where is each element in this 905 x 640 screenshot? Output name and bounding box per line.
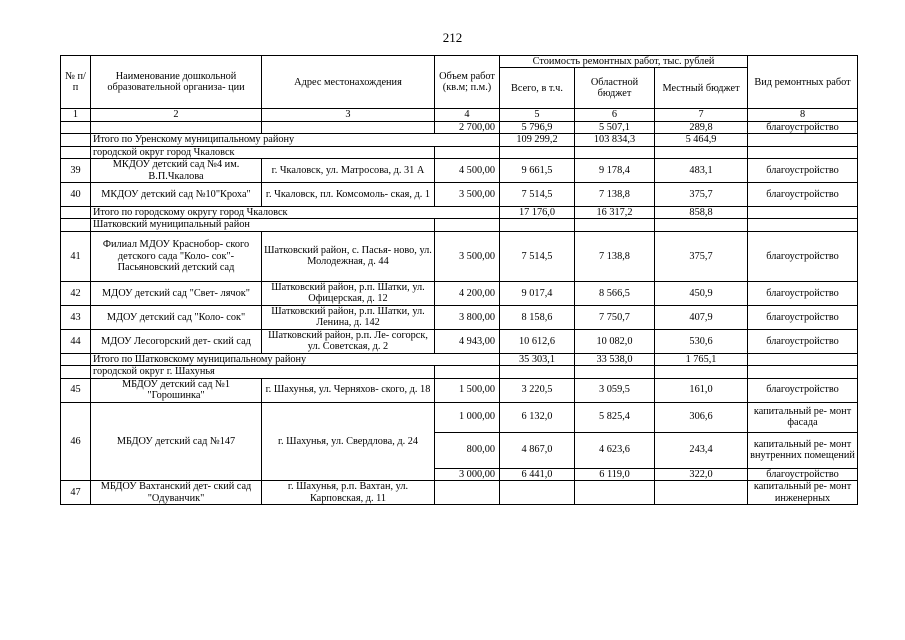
total-cell: 109 299,2 bbox=[500, 134, 575, 146]
volume-cell: 800,00 bbox=[435, 432, 500, 468]
volume-cell: 2 700,00 bbox=[435, 121, 500, 133]
header-no: № п/п bbox=[61, 56, 91, 109]
total-cell: 10 612,6 bbox=[500, 329, 575, 353]
regional-cell: 5 507,1 bbox=[575, 121, 655, 133]
local-cell: 306,6 bbox=[655, 402, 748, 432]
organization-name: МКДОУ детский сад №10"Кроха" bbox=[91, 183, 262, 207]
total-cell: 4 867,0 bbox=[500, 432, 575, 468]
type-cell: благоустройство bbox=[748, 378, 858, 402]
total-cell: 8 158,6 bbox=[500, 305, 575, 329]
total-cell: 9 017,4 bbox=[500, 281, 575, 305]
regional-cell: 8 566,5 bbox=[575, 281, 655, 305]
header-name: Наименование дошкольной образовательной организа- ции bbox=[91, 56, 262, 109]
row-number: 43 bbox=[61, 305, 91, 329]
col-number: 7 bbox=[655, 109, 748, 121]
organization-address: г. Чкаловск, ул. Матросова, д. 31 А bbox=[262, 159, 435, 183]
total-cell: 17 176,0 bbox=[500, 207, 575, 219]
local-cell: 858,8 bbox=[655, 207, 748, 219]
regional-cell: 7 750,7 bbox=[575, 305, 655, 329]
organization-name: МДОУ детский сад "Коло- сок" bbox=[91, 305, 262, 329]
organization-name: МКДОУ детский сад №4 им. В.П.Чкалова bbox=[91, 159, 262, 183]
organization-name: МДОУ детский сад "Свет- лячок" bbox=[91, 281, 262, 305]
section-row bbox=[61, 366, 858, 378]
table-row bbox=[61, 402, 858, 432]
row-number: 42 bbox=[61, 281, 91, 305]
type-cell: благоустройство bbox=[748, 121, 858, 133]
regional-cell: 5 825,4 bbox=[575, 402, 655, 432]
regional-cell: 4 623,6 bbox=[575, 432, 655, 468]
section-row bbox=[61, 146, 858, 158]
section-label: городской округ город Чкаловск bbox=[91, 146, 435, 158]
total-cell: 6 132,0 bbox=[500, 402, 575, 432]
table-row bbox=[61, 183, 858, 207]
volume-cell: 4 943,00 bbox=[435, 329, 500, 353]
subtotal-row bbox=[61, 353, 858, 365]
type-cell: благоустройство bbox=[748, 329, 858, 353]
col-number: 4 bbox=[435, 109, 500, 121]
type-cell: капитальный ре- монт инженерных bbox=[748, 481, 858, 505]
type-cell: капитальный ре- монт фасада bbox=[748, 402, 858, 432]
organization-address: г. Шахунья, р.п. Вахтан, ул. Карповская, д. 11 bbox=[262, 481, 435, 505]
organization-name: МБДОУ Вахтанский дет- ский сад "Одуванчик" bbox=[91, 481, 262, 505]
volume-cell: 1 500,00 bbox=[435, 378, 500, 402]
volume-cell: 3 500,00 bbox=[435, 231, 500, 281]
row-number: 39 bbox=[61, 159, 91, 183]
type-cell: благоустройство bbox=[748, 183, 858, 207]
subtotal-row bbox=[61, 207, 858, 219]
organization-address: г. Шахунья, ул. Свердлова, д. 24 bbox=[262, 402, 435, 480]
total-cell: 5 796,9 bbox=[500, 121, 575, 133]
col-number: 8 bbox=[748, 109, 858, 121]
volume-cell: 3 500,00 bbox=[435, 183, 500, 207]
row-number: 44 bbox=[61, 329, 91, 353]
regional-cell: 6 119,0 bbox=[575, 468, 655, 480]
table-row bbox=[61, 231, 858, 281]
col-number: 3 bbox=[262, 109, 435, 121]
total-cell: 9 661,5 bbox=[500, 159, 575, 183]
table-row bbox=[61, 305, 858, 329]
type-cell: благоустройство bbox=[748, 159, 858, 183]
local-cell: 1 765,1 bbox=[655, 353, 748, 365]
organization-address: Шатковский район, р.п. Шатки, ул. Ленина, д. 142 bbox=[262, 305, 435, 329]
col-number: 5 bbox=[500, 109, 575, 121]
organization-address: Шатковский район, р.п. Шатки, ул. Офицерская, д. 12 bbox=[262, 281, 435, 305]
local-cell: 243,4 bbox=[655, 432, 748, 468]
organization-name: МБДОУ детский сад №147 bbox=[91, 402, 262, 480]
organization-name: Филиал МДОУ Краснобор- ского детского сада "Коло- сок"- Пасьяновский детский сад bbox=[91, 231, 262, 281]
header-row-1 bbox=[61, 56, 858, 68]
table-row bbox=[61, 281, 858, 305]
local-cell: 450,9 bbox=[655, 281, 748, 305]
organization-address: г. Шахунья, ул. Черняхов- ского, д. 18 bbox=[262, 378, 435, 402]
type-cell: благоустройство bbox=[748, 305, 858, 329]
local-cell: 483,1 bbox=[655, 159, 748, 183]
header-volume: Объем работ (кв.м; п.м.) bbox=[435, 56, 500, 109]
local-cell: 289,8 bbox=[655, 121, 748, 133]
organization-name: МДОУ Лесогорский дет- ский сад bbox=[91, 329, 262, 353]
regional-cell: 103 834,3 bbox=[575, 134, 655, 146]
header-address: Адрес местонахождения bbox=[262, 56, 435, 109]
regional-cell: 7 138,8 bbox=[575, 183, 655, 207]
subtotal-row bbox=[61, 134, 858, 146]
organization-address: Шатковский район, р.п. Ле- согорск, ул. Советская, д. 2 bbox=[262, 329, 435, 353]
total-cell: 3 220,5 bbox=[500, 378, 575, 402]
regional-cell: 9 178,4 bbox=[575, 159, 655, 183]
total-cell: 6 441,0 bbox=[500, 468, 575, 480]
regional-cell: 16 317,2 bbox=[575, 207, 655, 219]
local-cell: 530,6 bbox=[655, 329, 748, 353]
row-number: 46 bbox=[61, 402, 91, 480]
repair-works-table bbox=[60, 55, 858, 505]
regional-cell: 33 538,0 bbox=[575, 353, 655, 365]
organization-address: Шатковский район, с. Пасья- ново, ул. Молодежная, д. 44 bbox=[262, 231, 435, 281]
header-cost-group: Стоимость ремонтных работ, тыс. рублей bbox=[500, 56, 748, 68]
local-cell: 161,0 bbox=[655, 378, 748, 402]
type-cell: капитальный ре- монт внутренних помещений bbox=[748, 432, 858, 468]
row-number: 45 bbox=[61, 378, 91, 402]
subtotal-label: Итого по Шатковскому муниципальному району bbox=[91, 353, 500, 365]
subtotal-label: Итого по Уренскому муниципальному району bbox=[91, 134, 500, 146]
column-numbers-row bbox=[61, 109, 858, 121]
page-number: 212 bbox=[442, 30, 463, 45]
table-row bbox=[61, 329, 858, 353]
header-type: Вид ремонтных работ bbox=[748, 56, 858, 109]
local-cell: 322,0 bbox=[655, 468, 748, 480]
table-row bbox=[61, 481, 858, 505]
header-total: Всего, в т.ч. bbox=[500, 68, 575, 109]
regional-cell: 3 059,5 bbox=[575, 378, 655, 402]
total-cell: 35 303,1 bbox=[500, 353, 575, 365]
local-cell: 375,7 bbox=[655, 231, 748, 281]
col-number: 1 bbox=[61, 109, 91, 121]
table-row bbox=[61, 121, 858, 133]
local-cell: 5 464,9 bbox=[655, 134, 748, 146]
volume-cell: 3 800,00 bbox=[435, 305, 500, 329]
volume-cell: 4 200,00 bbox=[435, 281, 500, 305]
local-cell: 375,7 bbox=[655, 183, 748, 207]
header-local: Местный бюджет bbox=[655, 68, 748, 109]
type-cell: благоустройство bbox=[748, 281, 858, 305]
subtotal-label: Итого по городскому округу город Чкаловск bbox=[91, 207, 500, 219]
type-cell: благоустройство bbox=[748, 231, 858, 281]
type-cell: благоустройство bbox=[748, 468, 858, 480]
organization-address: г. Чкаловск, пл. Комсомоль- ская, д. 1 bbox=[262, 183, 435, 207]
table-row bbox=[61, 378, 858, 402]
total-cell: 7 514,5 bbox=[500, 231, 575, 281]
volume-cell: 3 000,00 bbox=[435, 468, 500, 480]
row-number: 47 bbox=[61, 481, 91, 505]
regional-cell: 7 138,8 bbox=[575, 231, 655, 281]
col-number: 2 bbox=[91, 109, 262, 121]
header-regional: Областной бюджет bbox=[575, 68, 655, 109]
regional-cell: 10 082,0 bbox=[575, 329, 655, 353]
row-number: 40 bbox=[61, 183, 91, 207]
section-label: городской округ г. Шахунья bbox=[91, 366, 435, 378]
local-cell: 407,9 bbox=[655, 305, 748, 329]
table-row bbox=[61, 159, 858, 183]
volume-cell: 1 000,00 bbox=[435, 402, 500, 432]
volume-cell: 4 500,00 bbox=[435, 159, 500, 183]
organization-name: МБДОУ детский сад №1 "Горошинка" bbox=[91, 378, 262, 402]
total-cell: 7 514,5 bbox=[500, 183, 575, 207]
row-number: 41 bbox=[61, 231, 91, 281]
col-number: 6 bbox=[575, 109, 655, 121]
section-row bbox=[61, 219, 858, 231]
section-label: Шатковский муниципальный район bbox=[91, 219, 435, 231]
